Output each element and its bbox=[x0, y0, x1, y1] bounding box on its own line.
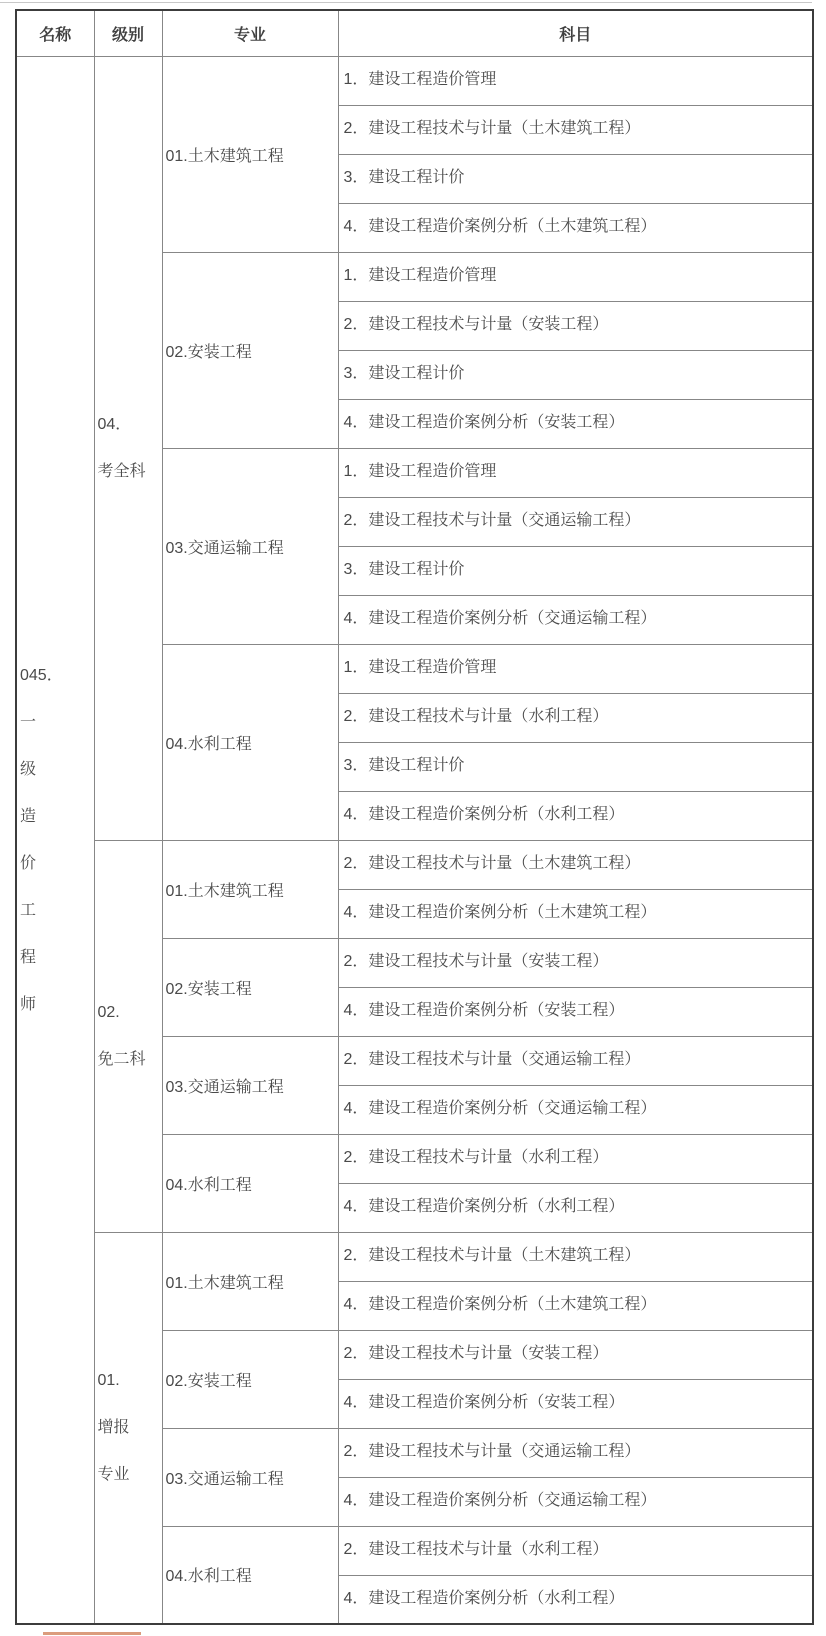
subject-cell: 3．建设工程计价 bbox=[338, 742, 813, 791]
level-line: 专业 bbox=[97, 1466, 130, 1484]
major-cell: 04.水利工程 bbox=[162, 1134, 338, 1232]
subject-cell: 2．建设工程技术与计量（土木建筑工程） bbox=[338, 840, 813, 889]
col-header-level: 级别 bbox=[94, 10, 162, 56]
name-line: 价 bbox=[20, 854, 37, 872]
subject-cell: 4．建设工程造价案例分析（土木建筑工程） bbox=[338, 203, 813, 252]
subject-cell: 2．建设工程技术与计量（交通运输工程） bbox=[338, 1036, 813, 1085]
subject-cell: 4．建设工程造价案例分析（交通运输工程） bbox=[338, 595, 813, 644]
subject-cell: 4．建设工程造价案例分析（安装工程） bbox=[338, 987, 813, 1036]
subject-cell: 2．建设工程技术与计量（交通运输工程） bbox=[338, 1428, 813, 1477]
subject-cell: 4．建设工程造价案例分析（交通运输工程） bbox=[338, 1477, 813, 1526]
major-cell: 04.水利工程 bbox=[162, 644, 338, 840]
level-cell-additional-major bbox=[94, 1232, 162, 1624]
major-cell: 03.交通运输工程 bbox=[162, 1428, 338, 1526]
subject-cell: 2．建设工程技术与计量（水利工程） bbox=[338, 693, 813, 742]
major-cell: 02.安装工程 bbox=[162, 252, 338, 448]
major-cell: 02.安装工程 bbox=[162, 938, 338, 1036]
name-line: 工 bbox=[20, 901, 37, 919]
level-line: 01. bbox=[97, 1372, 120, 1390]
level-line: 增报 bbox=[97, 1419, 130, 1437]
subject-cell: 1．建设工程造价管理 bbox=[338, 448, 813, 497]
major-cell: 03.交通运输工程 bbox=[162, 1036, 338, 1134]
level-cell-exempt-two bbox=[94, 840, 162, 1232]
exam-subjects-table bbox=[15, 9, 814, 1625]
subject-cell: 4．建设工程造价案例分析（水利工程） bbox=[338, 1575, 813, 1624]
level-cell-full-exam bbox=[94, 56, 162, 840]
major-cell: 03.交通运输工程 bbox=[162, 448, 338, 644]
page-top-rule bbox=[0, 2, 812, 3]
subject-cell: 3．建设工程计价 bbox=[338, 154, 813, 203]
name-line: 一 bbox=[20, 713, 37, 731]
col-header-name: 名称 bbox=[16, 10, 94, 56]
subject-cell: 2．建设工程技术与计量（交通运输工程） bbox=[338, 497, 813, 546]
major-cell: 04.水利工程 bbox=[162, 1526, 338, 1624]
cropped-text-strip bbox=[43, 1632, 141, 1635]
subject-cell: 4．建设工程造价案例分析（水利工程） bbox=[338, 791, 813, 840]
major-cell: 01.土木建筑工程 bbox=[162, 56, 338, 252]
subject-cell: 4．建设工程造价案例分析（土木建筑工程） bbox=[338, 889, 813, 938]
subject-cell: 4．建设工程造价案例分析（水利工程） bbox=[338, 1183, 813, 1232]
subject-cell: 2．建设工程技术与计量（水利工程） bbox=[338, 1134, 813, 1183]
subject-cell: 2．建设工程技术与计量（安装工程） bbox=[338, 938, 813, 987]
subject-cell: 4．建设工程造价案例分析（安装工程） bbox=[338, 399, 813, 448]
level-line: 02. bbox=[97, 1004, 120, 1021]
subject-cell: 2．建设工程技术与计量（水利工程） bbox=[338, 1526, 813, 1575]
major-cell: 01.土木建筑工程 bbox=[162, 840, 338, 938]
table-row bbox=[16, 1232, 813, 1281]
subject-cell: 1．建设工程造价管理 bbox=[338, 56, 813, 105]
level-line: 免二科 bbox=[97, 1051, 146, 1068]
name-cell bbox=[16, 56, 94, 1624]
name-line: 造 bbox=[20, 807, 37, 825]
subject-cell: 4．建设工程造价案例分析（安装工程） bbox=[338, 1379, 813, 1428]
subject-cell: 2．建设工程技术与计量（土木建筑工程） bbox=[338, 1232, 813, 1281]
col-header-major: 专业 bbox=[162, 10, 338, 56]
subject-cell: 1．建设工程造价管理 bbox=[338, 252, 813, 301]
col-header-subject: 科目 bbox=[338, 10, 813, 56]
subject-cell: 4．建设工程造价案例分析（交通运输工程） bbox=[338, 1085, 813, 1134]
subject-cell: 2．建设工程技术与计量（安装工程） bbox=[338, 301, 813, 350]
table-row bbox=[16, 56, 813, 105]
header-row bbox=[16, 10, 813, 56]
subject-cell: 3．建设工程计价 bbox=[338, 350, 813, 399]
major-cell: 02.安装工程 bbox=[162, 1330, 338, 1428]
subject-cell: 2．建设工程技术与计量（土木建筑工程） bbox=[338, 105, 813, 154]
level-line: 考全科 bbox=[97, 463, 146, 480]
name-line: 程 bbox=[20, 948, 37, 966]
name-line: 级 bbox=[20, 760, 37, 778]
name-line: 师 bbox=[20, 995, 37, 1013]
subject-cell: 2．建设工程技术与计量（安装工程） bbox=[338, 1330, 813, 1379]
subject-cell: 3．建设工程计价 bbox=[338, 546, 813, 595]
subject-cell: 1．建设工程造价管理 bbox=[338, 644, 813, 693]
major-cell: 01.土木建筑工程 bbox=[162, 1232, 338, 1330]
subject-cell: 4．建设工程造价案例分析（土木建筑工程） bbox=[338, 1281, 813, 1330]
table-row bbox=[16, 840, 813, 889]
level-line: 04． bbox=[97, 416, 132, 433]
name-line: 045． bbox=[20, 666, 63, 684]
